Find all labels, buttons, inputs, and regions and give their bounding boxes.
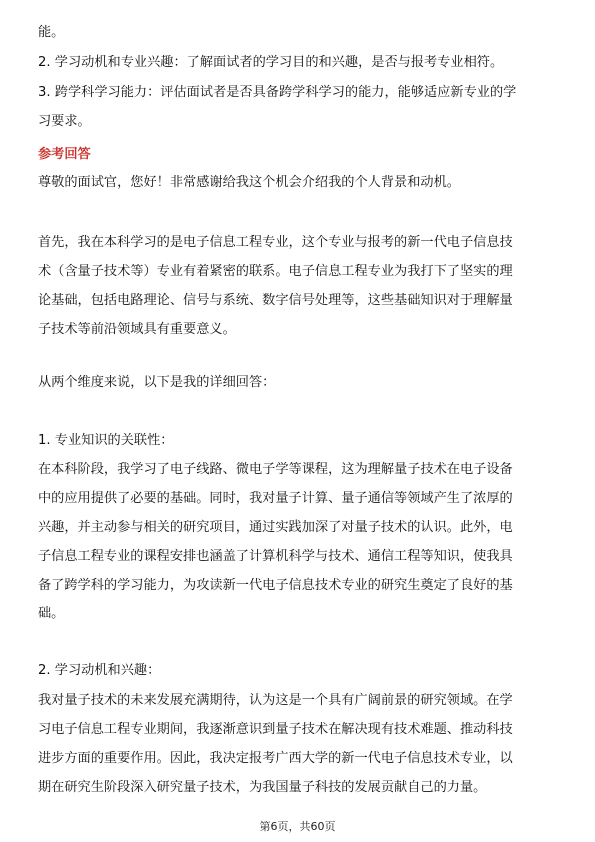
greeting: 尊敬的面试官，您好！非常感谢给我这个机会介绍我的个人背景和动机。: [38, 175, 460, 190]
page-number: 第6页，共60页: [259, 820, 336, 833]
section2-line: 期在研究生阶段深入研究量子技术，为我国量子科技的发展贡献自己的力量。: [38, 780, 487, 795]
section1-line: 备了跨学科的学习能力，为攻读新一代电子信息技术专业的研究生奠定了良好的基: [38, 578, 513, 593]
section2-line: 习电子信息工程专业期间，我逐渐意识到量子技术在解决现有技术难题、推动科技: [38, 722, 513, 737]
section1-line: 子信息工程专业的课程安排也涵盖了计算机科学与技术、通信工程等知识，使我具: [38, 549, 513, 564]
section1-title: 1. 专业知识的关联性：: [38, 433, 174, 448]
para1-line: 子技术等前沿领域具有重要意义。: [38, 322, 236, 337]
section2-line: 我对量子技术的未来发展充满期待，认为这是一个具有广阔前景的研究领域。在学: [38, 693, 513, 708]
para1-line: 论基础，包括电路理论、信号与系统、数字信号处理等，这些基础知识对于理解量: [38, 293, 513, 308]
intro-tail: 能。: [38, 25, 65, 40]
point-line: 2. 学习动机和专业兴趣：了解面试者的学习目的和兴趣，是否与报考专业相符。: [38, 55, 504, 70]
para1-line: 术（含量子技术等）专业有着紧密的联系。电子信息工程专业为我打下了坚实的理: [38, 264, 513, 279]
transition: 从两个维度来说，以下是我的详细回答：: [38, 375, 276, 390]
section1-line: 兴趣，并主动参与相关的研究项目，通过实践加深了对量子技术的认识。此外，电: [38, 520, 513, 535]
section2-line: 进步方面的重要作用。因此，我决定报考广西大学的新一代电子信息技术专业，以: [38, 751, 513, 766]
section1-line: 在本科阶段，我学习了电子线路、微电子学等课程，这为理解量子技术在电子设备: [38, 462, 513, 477]
section1-line: 中的应用提供了必要的基础。同时，我对量子计算、量子通信等领域产生了浓厚的: [38, 491, 513, 506]
point-line: 习要求。: [38, 114, 91, 129]
section2-title: 2. 学习动机和兴趣：: [38, 663, 161, 678]
point-line: 3. 跨学科学习能力：评估面试者是否具备跨学科学习的能力，能够适应新专业的学: [38, 85, 517, 100]
para1-line: 首先，我在本科学习的是电子信息工程专业，这个专业与报考的新一代电子信息技: [38, 235, 513, 250]
answer-heading: 参考回答: [38, 147, 91, 162]
section1-line: 础。: [38, 606, 65, 621]
